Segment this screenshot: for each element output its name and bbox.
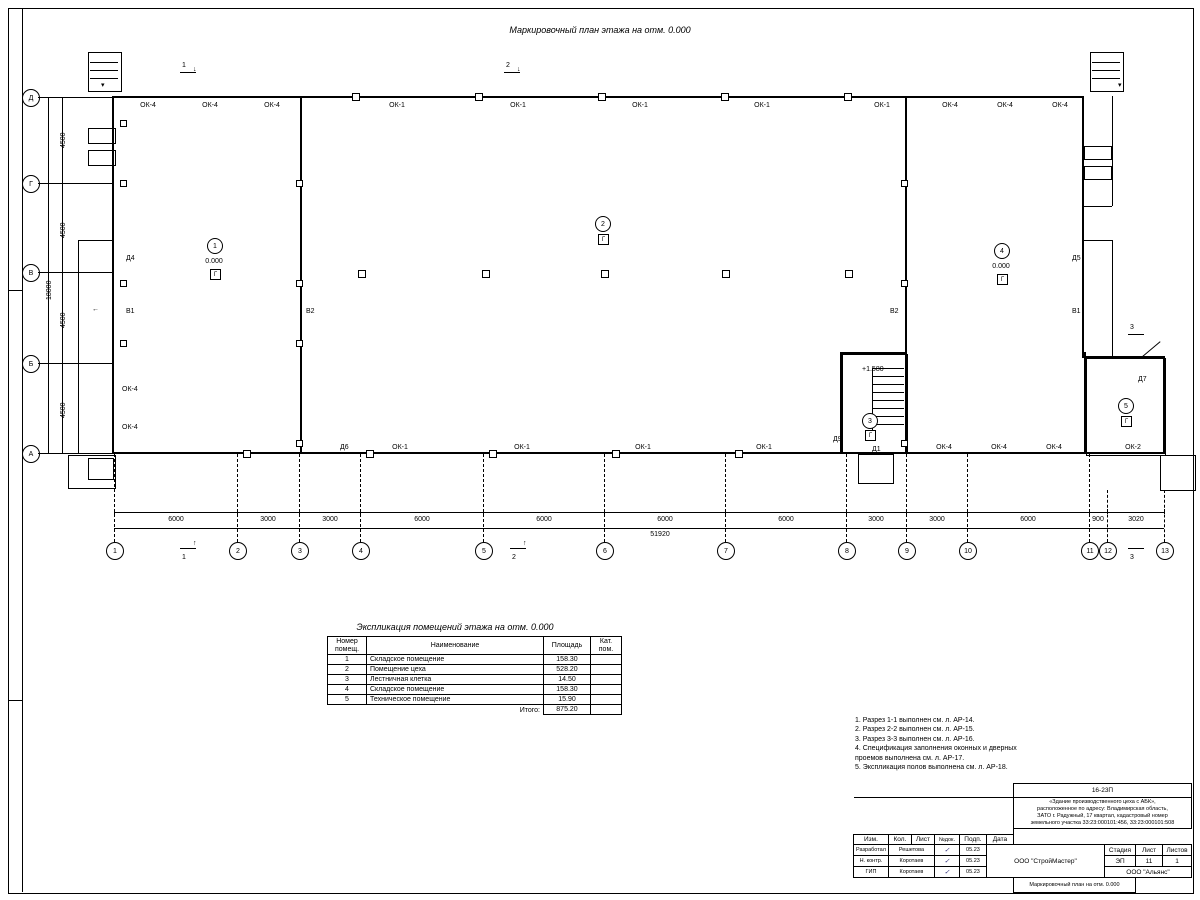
door-label-d6: Д6 xyxy=(340,444,349,451)
table-row xyxy=(328,665,622,675)
stair-step-3 xyxy=(872,384,904,385)
column xyxy=(482,270,490,278)
exp-cell-cat xyxy=(591,655,622,665)
window-label-ok1-b4: ОК-1 xyxy=(756,444,772,451)
exp-total-value: 875.20 xyxy=(544,705,591,715)
window-label-ok1-t4: ОК-1 xyxy=(754,102,770,109)
note-1: 1. Разрез 1-1 выполнен см. л. АР-14. xyxy=(855,717,975,724)
hdim-3: 3000 xyxy=(322,516,338,523)
stamp-name-3: Коротаев xyxy=(888,867,934,878)
axis-marker-6: 6 xyxy=(596,542,614,560)
table-row xyxy=(328,675,622,685)
wall-right-upper xyxy=(1082,96,1084,356)
column xyxy=(901,440,908,447)
section-arrow-1-bottom: ↑ xyxy=(193,540,197,547)
annex-right-top-step3 xyxy=(1092,78,1120,79)
hdim-10: 6000 xyxy=(1020,516,1036,523)
door-label-d1: Д1 xyxy=(872,446,881,453)
axis-marker-a: А xyxy=(22,445,40,463)
stamp-date-2: 05.23 xyxy=(959,856,986,867)
exp-cell-cat xyxy=(591,685,622,695)
exp-header-area: Площадь xyxy=(544,637,591,655)
exp-cell-area: 528.20 xyxy=(544,665,591,675)
column xyxy=(296,280,303,287)
sheet-margin-tick-1 xyxy=(8,290,22,291)
axis-marker-3: 3 xyxy=(291,542,309,560)
room-right-vline2 xyxy=(1112,240,1113,356)
section-arrow-2-bottom: ↑ xyxy=(523,540,527,547)
window-label-ok2-b1: ОК-2 xyxy=(1125,444,1141,451)
hdim-12: 3020 xyxy=(1128,516,1144,523)
axis-leader-v xyxy=(38,272,112,273)
exp-cell-name: Складское помещение xyxy=(367,655,544,665)
hdim-11: 900 xyxy=(1092,516,1104,523)
section-line-3-right xyxy=(1128,334,1144,335)
exp-cell-area: 158.30 xyxy=(544,685,591,695)
section-mark-3-bottom: 3 xyxy=(1130,554,1134,561)
annex-left-arrow: ▾ xyxy=(101,82,105,89)
window-label-ok1-t1: ОК-1 xyxy=(389,102,405,109)
exp-cell-cat xyxy=(591,675,622,685)
axis-marker-11: 11 xyxy=(1081,542,1099,560)
exp-header-cat: Кат. пом. xyxy=(591,637,622,655)
exp-cell-area: 15.90 xyxy=(544,695,591,705)
axis-dash-10 xyxy=(967,454,968,542)
stamp-blank-br xyxy=(1136,878,1192,893)
window-label-ok4-t4: ОК-4 xyxy=(942,102,958,109)
exp-cell-cat xyxy=(591,695,622,705)
vdim-total: 18000 xyxy=(46,280,53,300)
column xyxy=(352,93,360,101)
gate-label-v1-left: В1 xyxy=(126,308,135,315)
axis-leader-a xyxy=(38,453,112,454)
column xyxy=(598,93,606,101)
stamp-stage-value: ЭП xyxy=(1105,856,1136,867)
window-label-ok4-t1: ОК-4 xyxy=(140,102,156,109)
vdim-1: 4500 xyxy=(60,132,67,148)
plan-title: Маркировочный план этажа на отм. 0.000 xyxy=(509,25,691,35)
column xyxy=(475,93,483,101)
stamp-signature-1: ✓ xyxy=(934,845,959,856)
axis-marker-d: Д xyxy=(22,89,40,107)
section-mark-3-right: 3 xyxy=(1130,324,1134,331)
exp-cell-name: Лестничная клетка xyxy=(367,675,544,685)
room-left-strip-line xyxy=(78,240,114,241)
room-marker-4: 4 xyxy=(994,243,1010,259)
stamp-blank-right xyxy=(1013,835,1191,845)
gate-label-v2-left: В2 xyxy=(306,308,315,315)
annex-left-top-step2 xyxy=(90,70,118,71)
stamp-signature-3: ✓ xyxy=(934,867,959,878)
column xyxy=(358,270,366,278)
exp-cell-num: 3 xyxy=(328,675,367,685)
hdim-5: 6000 xyxy=(536,516,552,523)
axis-leader-b xyxy=(38,363,112,364)
table-row xyxy=(328,695,622,705)
axis-dash-6 xyxy=(604,454,605,542)
sheet-margin-tick-2 xyxy=(8,700,22,701)
exp-title: Экспликация помещений этажа на отм. 0.000 xyxy=(356,622,554,632)
porch-bottom-left-inner xyxy=(88,458,114,480)
window-label-ok4-b2: ОК-4 xyxy=(991,444,1007,451)
window-label-ok1-t2: ОК-1 xyxy=(510,102,526,109)
section-mark-1-top: 1 xyxy=(182,62,186,69)
axis-marker-v: В xyxy=(22,264,40,282)
stair-level-label: +1.580 xyxy=(862,366,884,373)
stamp-blank-left xyxy=(854,798,1014,835)
axis-marker-1: 1 xyxy=(106,542,124,560)
room-right-strip-1 xyxy=(1084,146,1112,160)
title-block xyxy=(853,783,1192,888)
hdim-9: 3000 xyxy=(929,516,945,523)
column xyxy=(721,93,729,101)
hdim-2: 3000 xyxy=(260,516,276,523)
room-left-strip-1 xyxy=(88,128,116,144)
window-label-ok1-t5: ОК-1 xyxy=(874,102,890,109)
exp-cell-name: Складское помещение xyxy=(367,685,544,695)
window-label-ok4-b3: ОК-4 xyxy=(1046,444,1062,451)
room-marker-5: 5 xyxy=(1118,398,1134,414)
stamp-col-data: Дата xyxy=(986,835,1013,845)
stamp-signature-2: ✓ xyxy=(934,856,959,867)
stair-step-5 xyxy=(872,400,904,401)
dim-chain-vertical-total xyxy=(48,97,49,453)
stamp-date-3: 05.23 xyxy=(959,867,986,878)
room-right-strip-2 xyxy=(1084,166,1112,180)
column xyxy=(120,120,127,127)
stamp-org: ООО "Альянс" xyxy=(1105,867,1192,878)
exp-cell-cat xyxy=(591,665,622,675)
axis-marker-10: 10 xyxy=(959,542,977,560)
porch-bottom-right xyxy=(1160,455,1196,491)
stamp-col-kol: Кол. xyxy=(888,835,911,845)
axis-dash-7 xyxy=(725,454,726,542)
section-line-3-bottom xyxy=(1128,548,1144,549)
axis-leader-d xyxy=(38,97,112,98)
axis-dash-8 xyxy=(846,454,847,542)
annex-right-top-step1 xyxy=(1092,62,1120,63)
room-cat-2: Г xyxy=(598,234,609,245)
notes-block xyxy=(855,716,1017,773)
section-mark-2-top: 2 xyxy=(506,62,510,69)
stamp-name-1: Решетова xyxy=(888,845,934,856)
section-mark-2-bottom: 2 xyxy=(512,554,516,561)
stamp-project-code: 16-23П xyxy=(1013,784,1191,798)
section-line-1-bottom xyxy=(180,548,196,549)
axis-marker-8: 8 xyxy=(838,542,856,560)
section-arrow-1-top: ↓ xyxy=(193,66,197,73)
axis-marker-b: Б xyxy=(22,355,40,373)
stair-step-2 xyxy=(872,376,904,377)
hdim-8: 3000 xyxy=(868,516,884,523)
stamp-col-ndok: №док. xyxy=(934,835,959,845)
room-cat-4: Г xyxy=(997,274,1008,285)
hdim-6: 6000 xyxy=(657,516,673,523)
exp-total-cat xyxy=(591,705,622,715)
axis-marker-12: 12 xyxy=(1099,542,1117,560)
axis-marker-7: 7 xyxy=(717,542,735,560)
table-row xyxy=(328,655,622,665)
stamp-date-1: 05.23 xyxy=(959,845,986,856)
room-marker-2: 2 xyxy=(595,216,611,232)
stamp-col-list: Лист xyxy=(911,835,934,845)
dim-chain-horizontal xyxy=(114,512,1164,513)
axis-marker-9: 9 xyxy=(898,542,916,560)
gate-label-v1-right: В1 xyxy=(1072,308,1081,315)
axis-leader-g xyxy=(38,183,112,184)
exp-cell-area: 14.50 xyxy=(544,675,591,685)
axis-dash-13 xyxy=(1164,490,1165,542)
hdim-total: 51920 xyxy=(650,531,670,538)
stamp-role-3: ГИП xyxy=(854,867,889,878)
axis-marker-4: 4 xyxy=(352,542,370,560)
room-level-1: 0.000 xyxy=(205,258,223,265)
column xyxy=(844,93,852,101)
window-label-ok4-t3: ОК-4 xyxy=(264,102,280,109)
gate-arrow-left: ← xyxy=(92,306,99,313)
room-marker-1: 1 xyxy=(207,238,223,254)
room-cat-1: Г xyxy=(210,269,221,280)
window-label-ok4-b1: ОК-4 xyxy=(936,444,952,451)
column xyxy=(120,280,127,287)
column xyxy=(296,180,303,187)
column xyxy=(735,450,743,458)
window-label-ok1-b3: ОК-1 xyxy=(635,444,651,451)
hdim-1: 6000 xyxy=(168,516,184,523)
exp-cell-name: Техническое помещение xyxy=(367,695,544,705)
axis-marker-g: Г xyxy=(22,175,40,193)
exp-header-num: Номер помещ. xyxy=(328,637,367,655)
hdim-4: 6000 xyxy=(414,516,430,523)
column xyxy=(601,270,609,278)
exp-total-label: Итого: xyxy=(328,705,544,715)
column xyxy=(243,450,251,458)
axis-marker-13: 13 xyxy=(1156,542,1174,560)
stamp-blank-bottom xyxy=(854,878,1014,893)
exp-cell-num: 2 xyxy=(328,665,367,675)
axis-dash-9 xyxy=(906,454,907,542)
stamp-company: ООО "СтройМастер" xyxy=(986,845,1104,878)
stamp-sheets-header: Листов xyxy=(1163,845,1192,856)
exp-cell-num: 5 xyxy=(328,695,367,705)
column xyxy=(296,340,303,347)
axis-dash-2 xyxy=(237,454,238,542)
note-4b: проемов выполнена см. л. АР-17. xyxy=(855,754,965,762)
room-level-4: 0.000 xyxy=(992,263,1010,270)
wall-bottom xyxy=(112,452,1164,454)
exp-header-name: Наименование xyxy=(367,637,544,655)
column xyxy=(845,270,853,278)
note-4: 4. Спецификация заполнения оконных и дверных xyxy=(855,745,1017,753)
door-label-d4: Д4 xyxy=(126,255,135,262)
room-right-strip-vline xyxy=(1112,96,1113,206)
table-total-row xyxy=(328,705,622,715)
vdim-2: 4500 xyxy=(60,222,67,238)
stamp-role-1: Разработал xyxy=(854,845,889,856)
column xyxy=(612,450,620,458)
axis-dash-4 xyxy=(360,454,361,542)
section-mark-1-bottom: 1 xyxy=(182,554,186,561)
dim-chain-horizontal-total xyxy=(114,528,1164,529)
annex-left-top-step1 xyxy=(90,62,118,63)
explication-table xyxy=(327,636,622,715)
column xyxy=(722,270,730,278)
gate-label-v2-right: В2 xyxy=(890,308,899,315)
column xyxy=(366,450,374,458)
column xyxy=(120,180,127,187)
exp-cell-num: 1 xyxy=(328,655,367,665)
stamp-name-2: Коротаев xyxy=(888,856,934,867)
note-3: 3. Разрез 3-3 выполнен см. л. АР-16. xyxy=(855,735,975,743)
window-label-ok4-l2: ОК-4 xyxy=(122,424,138,431)
room-cat-3: Г xyxy=(865,430,876,441)
room-right-strip-hline xyxy=(1084,206,1112,207)
axis-dash-12 xyxy=(1107,490,1108,542)
window-label-ok4-l1: ОК-4 xyxy=(122,386,138,393)
annex-right-arrow: ▾ xyxy=(1118,82,1122,89)
window-label-ok4-t5: ОК-4 xyxy=(997,102,1013,109)
exp-cell-name: Помещение цеха xyxy=(367,665,544,675)
hdim-7: 6000 xyxy=(778,516,794,523)
table-row xyxy=(328,685,622,695)
partition-axis-3 xyxy=(300,96,302,454)
window-label-ok1-b1: ОК-1 xyxy=(392,444,408,451)
stamp-sheet-value: 11 xyxy=(1136,856,1163,867)
exp-cell-num: 4 xyxy=(328,685,367,695)
stamp-role-2: Н. контр. xyxy=(854,856,889,867)
stamp-sheet-header: Лист xyxy=(1136,845,1163,856)
section-line-2-bottom xyxy=(510,548,526,549)
window-label-ok1-t3: ОК-1 xyxy=(632,102,648,109)
door-label-d5: Д5 xyxy=(1072,255,1081,262)
stamp-stage-header: Стадия xyxy=(1105,845,1136,856)
exp-cell-area: 158.30 xyxy=(544,655,591,665)
note-2: 2. Разрез 2-2 выполнен см. л. АР-15. xyxy=(855,726,975,734)
section-arrow-2-top: ↓ xyxy=(517,66,521,73)
axis-marker-5: 5 xyxy=(475,542,493,560)
stair-step-6 xyxy=(872,408,904,409)
dim-chain-vertical xyxy=(62,97,63,453)
annex-left-top-step3 xyxy=(90,78,118,79)
axis-dash-11 xyxy=(1089,454,1090,542)
door-label-d9: Д9 xyxy=(833,436,842,443)
window-label-ok4-t2: ОК-4 xyxy=(202,102,218,109)
column xyxy=(901,180,908,187)
column xyxy=(120,340,127,347)
annex-right-top-step2 xyxy=(1092,70,1120,71)
column xyxy=(489,450,497,458)
room-cat-5: Г xyxy=(1121,416,1132,427)
axis-dash-1 xyxy=(114,454,115,542)
column xyxy=(296,440,303,447)
axis-dash-3 xyxy=(299,454,300,542)
annex-left-top xyxy=(88,52,122,92)
column xyxy=(901,280,908,287)
window-label-ok4-t6: ОК-4 xyxy=(1052,102,1068,109)
room-left-strip-2 xyxy=(88,150,116,166)
room-right-hline2 xyxy=(1084,240,1112,241)
stamp-blank-tl xyxy=(854,784,1014,798)
window-label-ok1-b2: ОК-1 xyxy=(514,444,530,451)
stamp-sheet-title: Маркировочный план на отм. 0.000 xyxy=(1013,878,1135,893)
room-marker-3: 3 xyxy=(862,413,878,429)
note-5: 5. Экспликация полов выполнена см. л. АР-18. xyxy=(855,764,1008,772)
vdim-3: 4500 xyxy=(60,312,67,328)
vdim-4: 4500 xyxy=(60,402,67,418)
stamp-sheets-value: 1 xyxy=(1163,856,1192,867)
stair-step-4 xyxy=(872,392,904,393)
axis-marker-2: 2 xyxy=(229,542,247,560)
stair-vestibule xyxy=(858,454,894,484)
stamp-col-izm: Изм. xyxy=(854,835,889,845)
door-label-d7: Д7 xyxy=(1138,376,1147,383)
axis-dash-5 xyxy=(483,454,484,542)
stamp-col-podp: Подп. xyxy=(959,835,986,845)
stamp-object: «Здание производственного цеха с АБК», расположенное по адресу: Владимирская область, ЗАТО г. Радужный, 17 квартал, кадастровый номер земельного участка 33:23:000101:456, 33:23:000101:508 xyxy=(1013,798,1191,829)
